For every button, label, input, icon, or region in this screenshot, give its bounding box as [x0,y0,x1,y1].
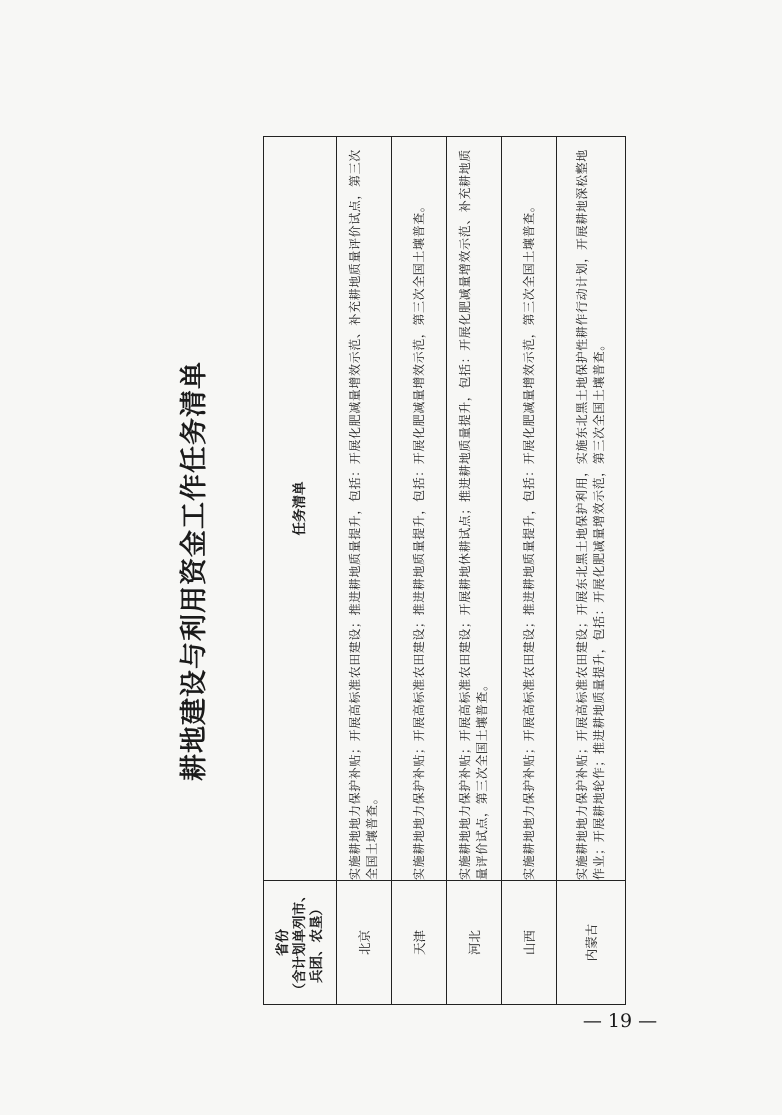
header-tasks: 任务清单 [264,137,337,881]
table-row [392,137,447,1005]
header-province [264,881,337,1005]
province-cell: 山西 [502,881,557,1005]
tasks-cell: 实施耕地地力保护补贴；开展高标准农田建设；开展东北黑土地保护利用，实施东北黑土地保护性耕作行动计划，开展耕地深松整地作业；开展耕地轮作；推进耕地质量提升，包括：开展化肥减量增效示范，第三次全国土壤普查。 [557,137,626,881]
table-header-row [264,137,337,1005]
province-cell: 天津 [392,881,447,1005]
rotated-page-content [163,137,623,1005]
document-title: 耕地建设与利用资金工作任务清单 [179,361,210,781]
province-cell: 河北 [447,881,502,1005]
province-cell: 内蒙古 [557,881,626,1005]
table-row [447,137,502,1005]
table-row [557,137,626,1005]
page-number: — 19 — [582,1010,658,1032]
task-table [263,136,626,1005]
tasks-cell: 实施耕地地力保护补贴；开展高标准农田建设；推进耕地质量提升，包括：开展化肥减量增效示范，第三次全国土壤普查。 [392,137,447,881]
tasks-cell: 实施耕地地力保护补贴；开展高标准农田建设；推进耕地质量提升，包括：开展化肥减量增效示范、补充耕地质量评价试点，第三次全国土壤普查。 [337,137,392,881]
header-province-line: （含计划单列市、 [291,888,308,997]
table-row [337,137,392,1005]
table-row [502,137,557,1005]
header-province-line: 省份 [274,929,291,956]
province-cell: 北京 [337,881,392,1005]
tasks-cell: 实施耕地地力保护补贴；开展高标准农田建设；开展耕地休耕试点；推进耕地质量提升，包括：开展化肥减量增效示范、补充耕地质量评价试点，第三次全国土壤普查。 [447,137,502,881]
header-province-line: 兵团、农垦） [308,902,325,983]
tasks-cell: 实施耕地地力保护补贴；开展高标准农田建设；推进耕地质量提升，包括：开展化肥减量增效示范，第三次全国土壤普查。 [502,137,557,881]
